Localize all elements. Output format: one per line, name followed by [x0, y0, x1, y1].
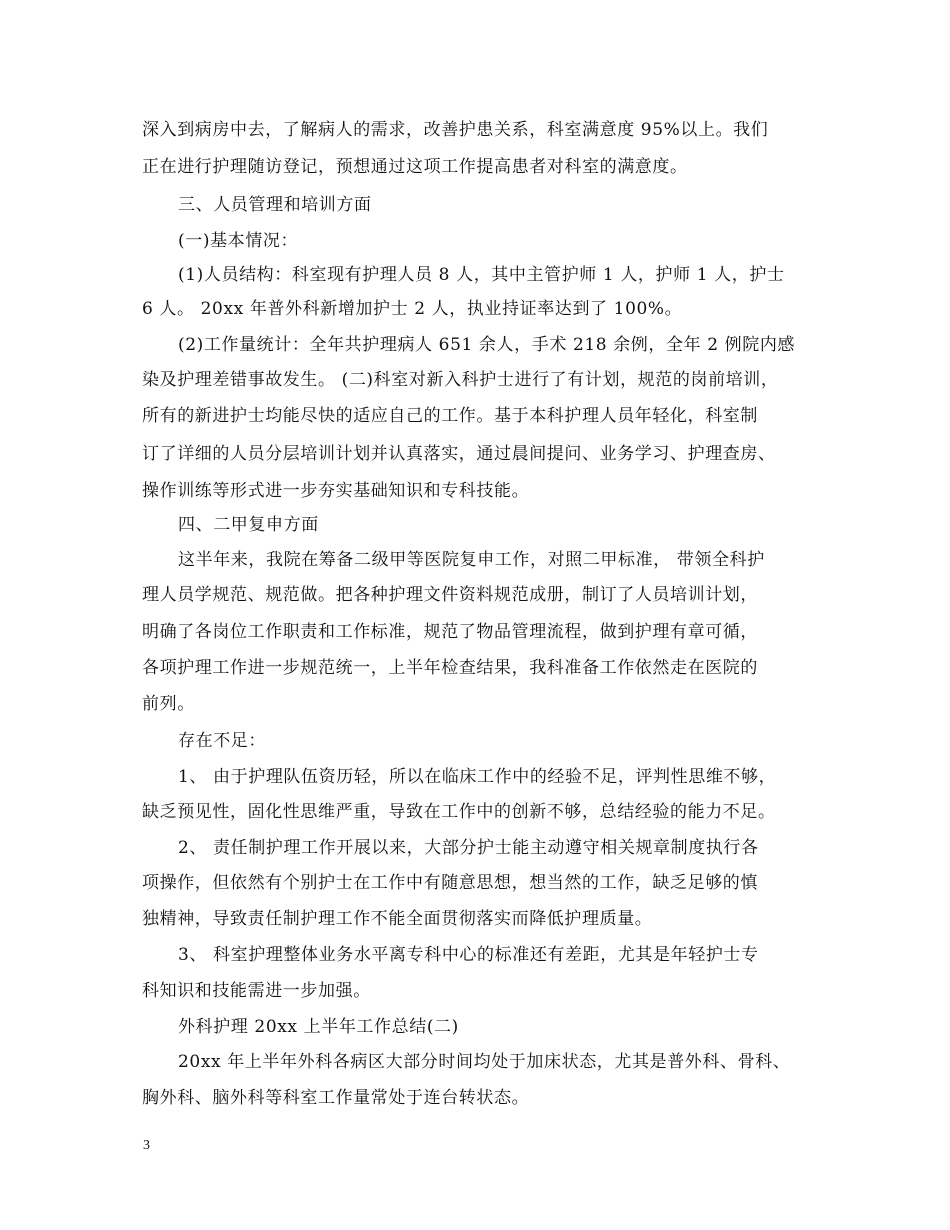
text-line: 深入到病房中去，了解病人的需求，改善护患关系，科室满意度 95%以上。我们 [142, 120, 769, 140]
section-heading: 存在不足： [178, 731, 266, 751]
section-heading: 外科护理 20xx 上半年工作总结(二) [178, 1017, 459, 1037]
page-number: 3 [143, 1138, 150, 1153]
text-line: 明确了各岗位工作职责和工作标准，规范了物品管理流程，做到护理有章可循， [142, 622, 758, 642]
text-line: 独精神，导致责任制护理工作不能全面贯彻落实而降低护理质量。 [142, 909, 653, 929]
text-line: 染及护理差错事故发生。 (二)科室对新入科护士进行了有计划，规范的岗前培训， [142, 370, 779, 390]
text-line: 理人员学规范、规范做。把各种护理文件资料规范成册，制订了人员培训计划， [142, 585, 758, 605]
text-line: 前列。 [142, 694, 195, 714]
text-line: 这半年来，我院在筹备二级甲等医院复申工作，对照二甲标准， 带领全科护 [178, 550, 765, 570]
subsection-heading: (一)基本情况： [178, 231, 299, 251]
text-line: (2)工作量统计：全年共护理病人 651 余人，手术 218 余例，全年 2 例院内感 [178, 335, 796, 355]
section-heading: 三、人员管理和培训方面 [178, 195, 372, 215]
list-item: 2、 责任制护理工作开展以来，大部分护士能主动遵守相关规章制度执行各 [178, 838, 759, 858]
list-item: 1、 由于护理队伍资历轻，所以在临床工作中的经验不足，评判性思维不够， [178, 767, 777, 787]
text-line: 20xx 年上半年外科各病区大部分时间均处于加床状态，尤其是普外科、骨科、 [178, 1052, 791, 1072]
text-line: 科知识和技能需进一步加强。 [142, 981, 371, 1001]
text-line: 订了详细的人员分层培训计划并认真落实，通过晨间提问、业务学习、护理查房、 [142, 444, 776, 464]
text-line: 项操作，但依然有个别护士在工作中有随意思想，想当然的工作，缺乏足够的慎 [142, 873, 758, 893]
text-line: 6 人。 20xx 年普外科新增加护士 2 人，执业持证率达到了 100%。 [142, 299, 683, 319]
list-item: 3、 科室护理整体业务水平离专科中心的标准还有差距，尤其是年轻护士专 [178, 945, 759, 965]
text-line: 胸外科、脑外科等科室工作量常处于连台转状态。 [142, 1088, 530, 1108]
text-line: 所有的新进护士均能尽快的适应自己的工作。基于本科护理人员年轻化，科室制 [142, 406, 758, 426]
text-line: (1)人员结构：科室现有护理人员 8 人，其中主管护师 1 人，护师 1 人，护士 [178, 265, 785, 285]
text-line: 操作训练等形式进一步夯实基础知识和专科技能。 [142, 481, 530, 501]
text-line: 各项护理工作进一步规范统一，上半年检查结果，我科准备工作依然走在医院的 [142, 658, 758, 678]
text-line: 缺乏预见性，固化性思维严重，导致在工作中的创新不够，总结经验的能力不足。 [142, 802, 776, 822]
text-line: 正在进行护理随访登记，预想通过这项工作提高患者对科室的满意度。 [142, 157, 688, 177]
section-heading: 四、二甲复申方面 [178, 515, 319, 535]
